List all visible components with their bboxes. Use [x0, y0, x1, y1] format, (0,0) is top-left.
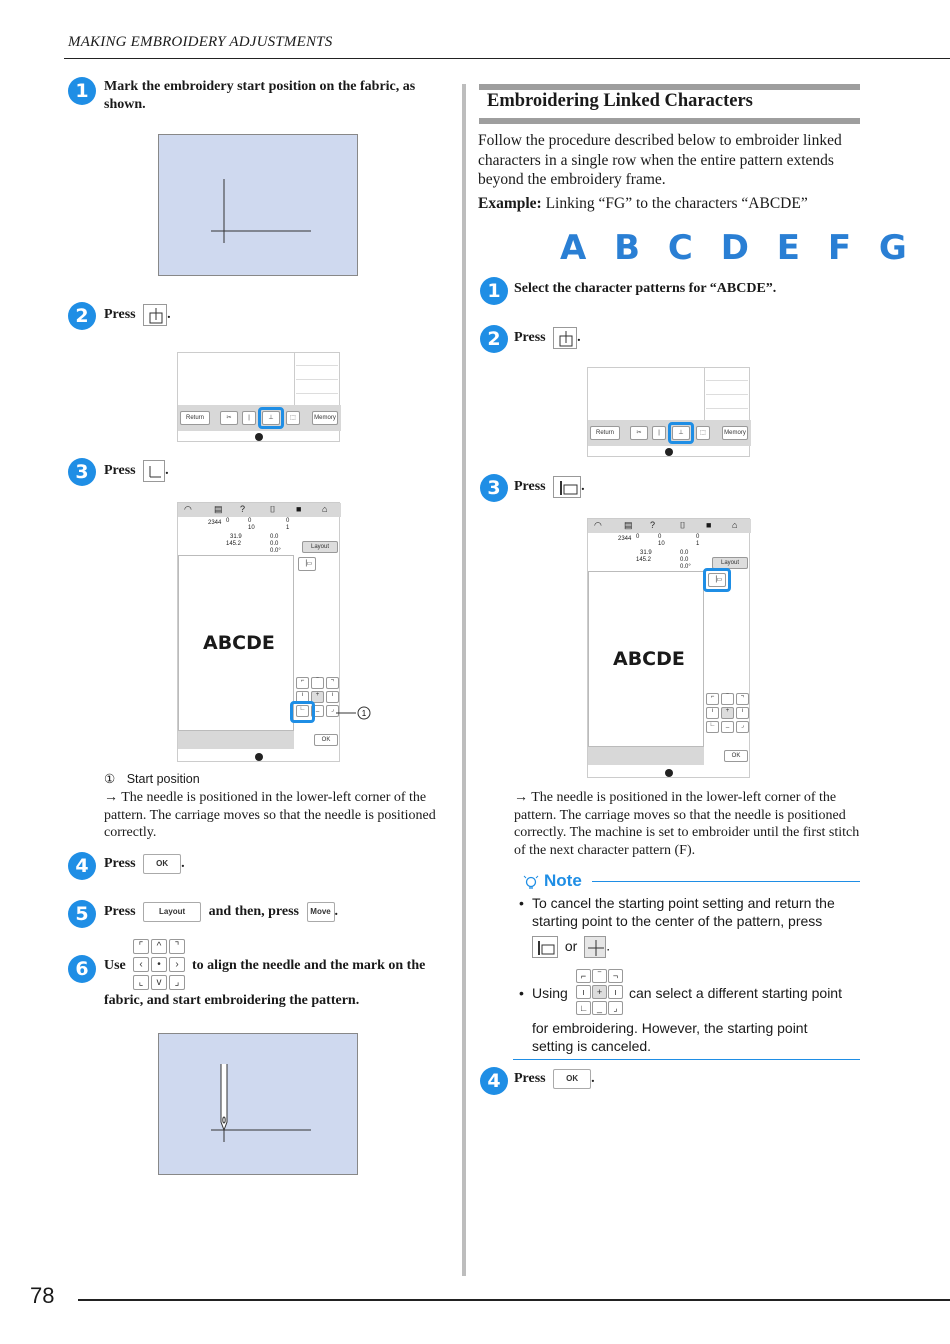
- edge-left-key[interactable]: ı: [576, 985, 591, 999]
- layout-key[interactable]: Layout: [302, 541, 338, 553]
- arrow-up-key[interactable]: ^: [151, 939, 167, 954]
- step-5-badge: 5: [68, 900, 96, 928]
- example-letters: A B C D E F G: [560, 228, 915, 268]
- step-5-period: .: [334, 904, 339, 920]
- lower-left-corner-icon[interactable]: [143, 460, 165, 482]
- step-5-press: Press: [104, 904, 136, 920]
- stitch-zero: 0: [226, 518, 230, 524]
- lock-icon: ■: [706, 520, 712, 530]
- step-3-badge: 3: [68, 458, 96, 486]
- step-2-badge: 2: [68, 302, 96, 330]
- r-step-4-badge: 4: [480, 1067, 508, 1095]
- corner-lower-right-key[interactable]: ⌟: [736, 721, 749, 733]
- edge-right-key[interactable]: ı: [326, 691, 339, 703]
- start-point-mode-icon[interactable]: [553, 476, 581, 498]
- highlight-start-point: [258, 407, 284, 429]
- r-step-3-badge: 3: [480, 474, 508, 502]
- rotation-angle: 0.0°: [680, 564, 691, 570]
- edge-top-key[interactable]: ‾: [592, 969, 607, 983]
- corner-upper-right-key[interactable]: ¬: [736, 693, 749, 705]
- corner-upper-left-key[interactable]: ⌐: [576, 969, 591, 983]
- step-6-text: to align the needle and the mark on the: [192, 958, 426, 973]
- ok-button[interactable]: OK: [553, 1069, 591, 1089]
- center-dot-key[interactable]: •: [151, 957, 167, 972]
- ok-key[interactable]: OK: [724, 750, 748, 762]
- corner-upper-right-key[interactable]: ¬: [326, 677, 339, 689]
- header-rule: [64, 58, 950, 59]
- help-icon: ?: [240, 504, 246, 514]
- r-step-3-period: .: [581, 479, 585, 495]
- footer-rule: [78, 1299, 950, 1301]
- color-zero: 0: [286, 518, 290, 524]
- time-zero: 0: [658, 534, 662, 540]
- r-step-4-text: [514, 1069, 595, 1089]
- corner-upper-left-key[interactable]: ⌐: [296, 677, 309, 689]
- center-key[interactable]: +: [311, 691, 324, 703]
- stitch-zero: 0: [636, 534, 640, 540]
- time-zero: 0: [248, 518, 252, 524]
- ok-button[interactable]: OK: [143, 854, 181, 874]
- highlight-start-point: [668, 422, 694, 444]
- page-number: 78: [30, 1283, 55, 1308]
- color-one: 1: [696, 541, 700, 547]
- step-6-text-2: fabric, and start embroidering the pattern.: [104, 993, 360, 1008]
- right-result-text: → The needle is positioned in the lower-left corner of the pattern. The carriage moves so that the needle is positioned correctly. The machine is set to embroider until the first stitch of the next character pattern (F).: [514, 790, 860, 858]
- pattern-height: 31.9: [640, 550, 652, 556]
- pattern-text: ABCDE: [203, 632, 275, 654]
- help-icon: ?: [650, 520, 656, 530]
- highlight-start-point-mode: [703, 568, 731, 592]
- screen-start-position-right: [587, 518, 750, 778]
- fabric-illustration-needle: [158, 1033, 358, 1175]
- callout-label: [104, 771, 200, 786]
- memory-button[interactable]: Memory: [722, 426, 748, 440]
- step-2-text: [104, 304, 171, 326]
- column-divider: [462, 84, 466, 1276]
- doc-icon: ▤: [624, 520, 633, 530]
- settings-icon: ⌷: [270, 504, 276, 514]
- edge-right-key[interactable]: ı: [736, 707, 749, 719]
- section-title: Embroidering Linked Characters: [487, 91, 753, 111]
- note-or: or: [564, 937, 578, 954]
- corner-lower-left-key[interactable]: ∟: [576, 1001, 591, 1015]
- layout-key[interactable]: Layout: [712, 557, 748, 569]
- edge-bottom-key[interactable]: _: [721, 721, 734, 733]
- move-button[interactable]: Move: [307, 902, 335, 922]
- step-5-text: [104, 902, 338, 922]
- note-bullet-1-text: To cancel the starting point setting and return the starting point to the center of the pattern, press: [532, 895, 835, 929]
- center-key[interactable]: +: [592, 985, 607, 999]
- note-lightbulb-icon: [522, 874, 540, 892]
- pattern-preview-area: [588, 571, 704, 747]
- stitch-count: 2344: [618, 536, 632, 542]
- frame-icon[interactable]: ⬚: [286, 411, 300, 425]
- pattern-height: 31.9: [230, 534, 242, 540]
- step-5-middle: and then, press: [208, 904, 300, 920]
- stitch-count: 2344: [208, 520, 222, 526]
- return-button[interactable]: Return: [590, 426, 620, 440]
- callout-text: Start position: [126, 772, 200, 786]
- step-4-text: [104, 854, 185, 874]
- step-1-badge: 1: [68, 77, 96, 105]
- offset-y: 0.0: [270, 541, 279, 547]
- r-step-2-press: Press: [514, 330, 546, 346]
- note-top-rule: [592, 881, 860, 882]
- arrow-up-left-key[interactable]: ⌜: [133, 939, 149, 954]
- step-4-badge: 4: [68, 852, 96, 880]
- wifi-icon: ◠: [594, 520, 602, 530]
- step-3-press: Press: [104, 463, 136, 479]
- frame-icon[interactable]: ⬚: [696, 426, 710, 440]
- highlight-lower-left: [290, 701, 315, 723]
- callout-leader: [336, 704, 376, 724]
- offset-x: 0.0: [270, 534, 279, 540]
- corner-lower-right-key[interactable]: ⌟: [326, 705, 339, 717]
- r-step-2-badge: 2: [480, 325, 508, 353]
- offset-x: 0.0: [680, 550, 689, 556]
- note-period: .: [606, 937, 611, 954]
- pattern-width: 145.2: [636, 557, 652, 563]
- step-3-text: [104, 460, 169, 482]
- step-6-use: Use: [104, 958, 126, 973]
- needle-over-mark: [159, 1034, 359, 1176]
- mark-lines: [159, 135, 359, 277]
- start-point-mode-key[interactable]: ▕▭: [298, 557, 316, 571]
- rotation-angle: 0.0°: [270, 548, 281, 554]
- pattern-preview-area: [178, 555, 294, 731]
- center-key[interactable]: +: [721, 707, 734, 719]
- corner-lower-left-key[interactable]: ∟: [296, 705, 309, 717]
- corner-upper-left-key[interactable]: ⌐: [706, 693, 719, 705]
- screen-start-position-left: [177, 502, 340, 762]
- screen-edit-toolbar-right: [587, 367, 750, 457]
- left-result-text: → The needle is positioned in the lower-left corner of the pattern. The carriage moves so that the needle is positioned correctly.: [104, 790, 436, 840]
- offset-y: 0.0: [680, 557, 689, 563]
- memory-button[interactable]: Memory: [312, 411, 338, 425]
- start-point-icon[interactable]: [143, 304, 167, 326]
- arrow-down-key[interactable]: v: [151, 975, 167, 990]
- note-bullet-1-dot: •: [519, 895, 524, 911]
- screen-edit-toolbar-left: [177, 352, 340, 442]
- r-step-3-text: [514, 476, 585, 498]
- arrow-up-right-key[interactable]: ⌝: [169, 939, 185, 954]
- note-bullet-2-mid: can select a different starting point: [629, 985, 842, 1001]
- scissors-icon[interactable]: ✂: [630, 426, 648, 440]
- example-text: Linking “FG” to the characters “ABCDE”: [545, 195, 808, 212]
- return-button[interactable]: Return: [180, 411, 210, 425]
- home-button-icon[interactable]: [255, 753, 263, 761]
- callout-marker: ①: [104, 772, 116, 786]
- step-2-press: Press: [104, 307, 136, 323]
- edge-left-key[interactable]: ı: [296, 691, 309, 703]
- arrow-left-key[interactable]: ‹: [133, 957, 149, 972]
- corner-upper-right-key[interactable]: ¬: [608, 969, 623, 983]
- thread-icon[interactable]: |: [242, 411, 256, 425]
- edge-left-key[interactable]: ı: [706, 707, 719, 719]
- scissors-icon[interactable]: ✂: [220, 411, 238, 425]
- note-bullet-2-dot: •: [519, 985, 524, 1001]
- edge-top-key[interactable]: ‾: [311, 677, 324, 689]
- r-step-2-text: [514, 327, 581, 349]
- note-bottom-rule: [513, 1059, 860, 1060]
- note-bullet-2-using: Using: [532, 985, 568, 1001]
- start-point-icon[interactable]: [553, 327, 577, 349]
- start-point-mode-key[interactable]: ▕▭: [708, 573, 726, 587]
- corner-lower-right-key[interactable]: ⌟: [608, 1001, 623, 1015]
- lock-icon: ■: [296, 504, 302, 514]
- layout-button[interactable]: Layout: [143, 902, 201, 922]
- arrow-right-key[interactable]: ›: [169, 957, 185, 972]
- center-start-icon[interactable]: [584, 936, 606, 958]
- home-button-icon[interactable]: [255, 433, 263, 441]
- r-step-1-badge: 1: [480, 277, 508, 305]
- step-2-period: .: [167, 307, 171, 323]
- note-label: Note: [544, 871, 582, 890]
- arrow-key-grid: [133, 939, 187, 993]
- fabric-illustration-mark: [158, 134, 358, 276]
- r-step-3-press: Press: [514, 479, 546, 495]
- r-step-4-press: Press: [514, 1071, 546, 1087]
- home-button-icon[interactable]: [665, 448, 673, 456]
- running-header: MAKING EMBROIDERY ADJUSTMENTS: [68, 34, 333, 50]
- start-position-key-grid: [576, 969, 626, 1017]
- step-4-period: .: [181, 856, 185, 872]
- thread-icon[interactable]: |: [652, 426, 666, 440]
- edge-bottom-key[interactable]: _: [311, 705, 324, 717]
- start-point-mode-icon[interactable]: [532, 936, 558, 958]
- arrow-down-left-key[interactable]: ⌞: [133, 975, 149, 990]
- time-minutes: 10: [658, 541, 665, 547]
- pattern-text: ABCDE: [613, 648, 685, 670]
- start-point-key[interactable]: ⊥: [262, 411, 280, 425]
- r-step-1-text: Select the character patterns for “ABCDE”.: [514, 281, 777, 296]
- corner-lower-left-key[interactable]: ∟: [706, 721, 719, 733]
- edge-bottom-key[interactable]: _: [592, 1001, 607, 1015]
- r-step-2-period: .: [577, 330, 581, 346]
- r-step-4-period: .: [591, 1071, 595, 1087]
- home-icon: ⌂: [732, 520, 738, 530]
- intro-text: Follow the procedure described below to embroider linked characters in a single row when the entire pattern extends beyond the embroidery frame.: [478, 132, 842, 188]
- svg-text:1: 1: [361, 709, 367, 718]
- step-1-text: Mark the embroidery start position on the fabric, as shown.: [104, 79, 416, 112]
- ok-key[interactable]: OK: [314, 734, 338, 746]
- home-button-icon[interactable]: [665, 769, 673, 777]
- pattern-width: 145.2: [226, 541, 242, 547]
- step-3-period: .: [165, 463, 169, 479]
- arrow-down-right-key[interactable]: ⌟: [169, 975, 185, 990]
- note-bullet-2-end: for embroidering. However, the starting point setting is canceled.: [532, 1020, 808, 1054]
- doc-icon: ▤: [214, 504, 223, 514]
- start-point-key[interactable]: ⊥: [672, 426, 690, 440]
- settings-icon: ⌷: [680, 520, 686, 530]
- example-line: [478, 194, 808, 213]
- color-zero: 0: [696, 534, 700, 540]
- wifi-icon: ◠: [184, 504, 192, 514]
- step-4-press: Press: [104, 856, 136, 872]
- step-6-badge: 6: [68, 955, 96, 983]
- home-icon: ⌂: [322, 504, 328, 514]
- time-minutes: 10: [248, 525, 255, 531]
- edge-right-key[interactable]: ı: [608, 985, 623, 999]
- note-bullet-1-keys: [532, 936, 610, 958]
- example-label: Example:: [478, 195, 542, 212]
- color-one: 1: [286, 525, 290, 531]
- edge-top-key[interactable]: ‾: [721, 693, 734, 705]
